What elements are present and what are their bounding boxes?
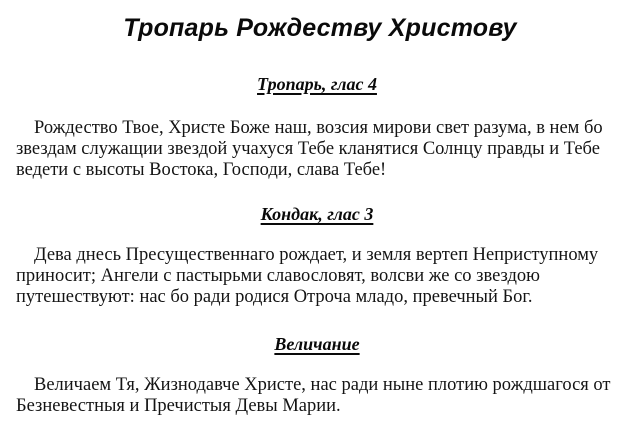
text-line: ведети с высоты Востока, Господи, слава Тебе! xyxy=(16,160,387,180)
magnification-text xyxy=(16,375,616,417)
text-line: Безневестныя и Пречистыя Девы Марии. xyxy=(16,396,341,416)
troparion-text xyxy=(16,118,616,181)
text-line: приносит; Ангели с пастырьми славословят, волсви же со звездою xyxy=(16,266,541,286)
page-title: Тропарь Рождеству Христову xyxy=(123,14,517,42)
text-line: Величаем Тя, Жизнодавче Христе, нас ради ныне плотию рождшагося от xyxy=(34,375,611,395)
text-line: Дева днесь Пресущественнаго рождает, и земля вертеп Неприступному xyxy=(34,245,599,265)
section-heading-kontakion: Кондак, глас 3 xyxy=(260,204,374,224)
kontakion-text xyxy=(16,245,616,308)
text-line: звездам служащии звездой учахуся Тебе кланятися Солнцу правды и Тебе xyxy=(16,139,600,159)
text-line: путешествуют: нас бо ради родися Отроча младо, превечный Бог. xyxy=(16,287,533,307)
section-heading-magnification: Величание xyxy=(274,334,360,354)
text-line: Рождество Твое, Христе Боже наш, возсия мирови свет разума, в нем бо xyxy=(34,118,603,138)
section-heading-troparion: Тропарь, глас 4 xyxy=(257,74,377,94)
